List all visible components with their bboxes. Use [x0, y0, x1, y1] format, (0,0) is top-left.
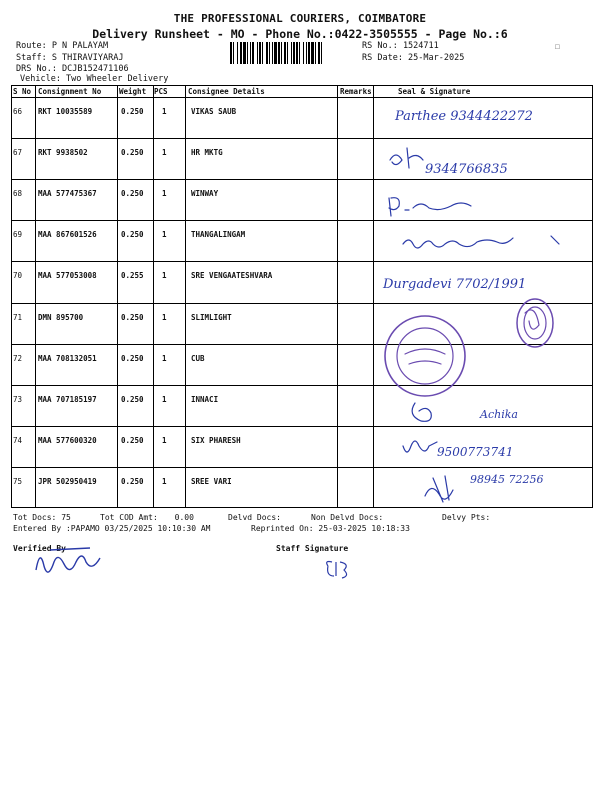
cell-weight: 0.250: [121, 353, 144, 363]
cell-pcs: 1: [162, 476, 167, 486]
page-subtitle: Delivery Runsheet - MO - Phone No.:0422-3505555 - Page No.:6: [92, 27, 508, 41]
cell-sno: 74: [13, 435, 23, 445]
cell-weight: 0.250: [121, 148, 144, 158]
cell-consignee: SLIMLIGHT: [191, 312, 232, 322]
sig-73-text: Achika: [480, 408, 518, 421]
drs-number: DRS No.: DCJB152471106: [16, 64, 129, 74]
cell-consignee: VIKAS SAUB: [191, 107, 237, 116]
cell-pcs: 1: [162, 230, 167, 240]
col-header-signature: Seal & Signature: [398, 87, 471, 96]
col-header-consignee: Consignee Details: [188, 87, 265, 96]
verified-by-label: Verified By: [13, 544, 66, 553]
mark-icon: ◻: [554, 42, 560, 52]
staff-signature-label: Staff Signature: [276, 544, 349, 553]
reprinted-on: Reprinted On: 25-03-2025 10:18:33: [251, 524, 410, 533]
cell-consignee: CUB: [191, 353, 205, 363]
cell-consignee: THANGALINGAM: [191, 230, 246, 240]
route-text: Route: P N PALAYAM: [16, 41, 109, 51]
vehicle-text: Vehicle: Two Wheeler Delivery: [20, 74, 169, 84]
cell-consignee: INNACI: [191, 394, 219, 404]
cell-weight: 0.250: [121, 312, 144, 322]
rs-date: RS Date: 25-Mar-2025: [362, 53, 465, 63]
rs-number: RS No.: 1524711: [362, 41, 439, 51]
cell-weight: 0.250: [121, 189, 144, 199]
col-header-remarks: Remarks: [340, 87, 372, 96]
cell-consignee: SREE VARI: [191, 476, 232, 486]
cell-consignee: WINWAY: [191, 189, 219, 199]
entered-by: Entered By :PAPAMO 03/25/2025 10:10:30 AM: [13, 524, 211, 533]
cell-sno: 71: [13, 312, 23, 322]
staff-text: Staff: S THIRAVIYARAJ: [16, 53, 124, 63]
cell-consignee: SIX PHARESH: [191, 435, 241, 445]
cell-sno: 69: [13, 230, 23, 240]
tot-docs: Tot Docs: 75: [13, 513, 71, 522]
cell-consignment: MAA 577600320: [38, 435, 97, 445]
cell-pcs: 1: [162, 148, 167, 158]
cell-weight: 0.255: [121, 271, 144, 281]
col-header-pcs: PCS: [154, 87, 168, 96]
cell-weight: 0.250: [121, 230, 144, 240]
cell-sno: 68: [13, 189, 23, 199]
cell-sno: 66: [13, 107, 23, 116]
cell-consignment: MAA 708132051: [38, 353, 97, 363]
cell-pcs: 1: [162, 394, 167, 404]
cell-consignment: MAA 577053008: [38, 271, 97, 281]
cell-consignment: RKT 10035589: [38, 107, 93, 116]
barcode: [230, 42, 348, 64]
cell-consignment: DMN 895700: [38, 312, 84, 322]
cell-consignment: MAA 707185197: [38, 394, 97, 404]
cell-pcs: 1: [162, 312, 167, 322]
cell-pcs: 1: [162, 271, 167, 281]
cell-weight: 0.250: [121, 107, 144, 116]
sig-70-text: Durgadevi 7702/1991: [383, 277, 527, 292]
sig-75-text: 98945 72256: [470, 473, 544, 486]
cell-pcs: 1: [162, 107, 167, 116]
cell-sno: 73: [13, 394, 23, 404]
signature-area: [375, 98, 593, 508]
cell-weight: 0.250: [121, 435, 144, 445]
tot-cod: Tot COD Amt: 0.00: [100, 513, 194, 522]
sig-67-text: 9344766835: [425, 162, 508, 177]
cell-weight: 0.250: [121, 476, 144, 486]
sig-74-text: 9500773741: [437, 445, 514, 459]
cell-consignment: MAA 577475367: [38, 189, 97, 199]
cell-consignment: RKT 9938502: [38, 148, 88, 158]
col-header-consignment: Consignment No: [38, 87, 102, 96]
delvy-pts: Delvy Pts:: [442, 513, 491, 522]
cell-pcs: 1: [162, 189, 167, 199]
cell-consignment: JPR 502950419: [38, 476, 97, 486]
staff-signature: [322, 556, 362, 582]
cell-weight: 0.250: [121, 394, 144, 404]
cell-sno: 67: [13, 148, 23, 158]
cell-consignee: HR MKTG: [191, 148, 223, 158]
cell-consignment: MAA 867601526: [38, 230, 97, 240]
col-header-sno: S No: [13, 87, 32, 96]
cell-pcs: 1: [162, 435, 167, 445]
non-delvd-docs: Non Delvd Docs:: [311, 513, 384, 522]
delvd-docs: Delvd Docs:: [228, 513, 281, 522]
col-header-weight: Weight: [119, 87, 147, 96]
barcode-bar: [322, 42, 324, 64]
page-title: THE PROFESSIONAL COURIERS, COIMBATORE: [173, 12, 427, 25]
sig-66-text: Parthee 9344422272: [395, 109, 533, 124]
cell-sno: 70: [13, 271, 23, 281]
cell-sno: 75: [13, 476, 23, 486]
cell-sno: 72: [13, 353, 23, 363]
cell-pcs: 1: [162, 353, 167, 363]
verified-signature: [30, 540, 120, 580]
cell-consignee: SRE VENGAATESHVARA: [191, 271, 273, 281]
